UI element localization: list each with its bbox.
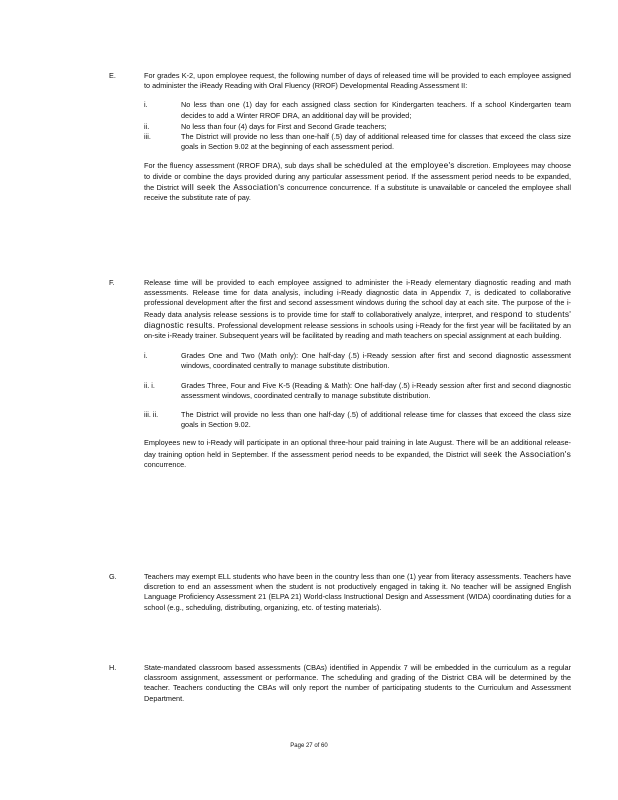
list-item [144,381,571,401]
section-g-body [144,572,571,613]
list-text: The District will provide no less than one-half (.5) day of additional released time for classes that exceed the class size goals in Section 9.02 at the beginning of each assessment period. [181,132,571,152]
section-letter: E. [109,71,116,80]
list-number: ii. i. [144,380,155,390]
section-e-closing [144,160,571,203]
list-number: i. [144,100,148,110]
closing-emphasis: seek the Association's [483,448,571,459]
intro-emphasis: respond to students' diagnostic results. [144,308,572,330]
intro-text: Release time will be provided to each employee assigned to administer the i-Ready elementary diagnostic reading and math assessments. Release time for data analysis, including i-Ready diagnostic data in Appendix 7, is dedicated to collaborative professional development after the first and second assessment windows during the school day at each site. The purpose of the i-Ready data analysis release sessions is to provide time for staff to collaboratively analyze, interpret, and [144,278,571,319]
closing-emphasis: will seek the Association's [181,181,285,192]
closing-text: For the fluency assessment (RROF DRA), sub days shall be sch [144,161,356,171]
section-f-intro [144,278,571,341]
list-text: The District will provide no less than one half-day (.5) of additional release time for classes that exceed the class size goals in Section 9.02. [181,410,571,430]
section-h-text: State-mandated classroom based assessments (CBAs) identified in Appendix 7 will be embedded in the curriculum as a regular classroom assignment, assessment or performance. The scheduling and grading of the District CBA will be determined by the teacher. Teachers conducting the CBAs will only report the number of participating students to the Curriculum and Assessment Department. [144,663,571,703]
of-label: of [314,743,320,749]
page-footer [0,741,618,751]
section-letter: G. [109,572,117,581]
list-item [144,132,571,152]
section-e-intro: For grades K-2, upon employee request, the following number of days of released time will be provided to each employee assigned to administer the iReady Reading with Oral Fluency (RROF) Developmental Reading Assessment II: [144,71,571,91]
section-f-closing [144,438,571,470]
closing-text: concurrence concurrence. If a substitute is unavailable or canceled the employee shall receive the substitute rate of pay. [144,182,571,203]
list-item [144,410,571,430]
page-label: Page [290,743,305,749]
intro-text: Professional development release sessions in schools using i-Ready for the first year will be facilitated by an on-site i-Ready trainer. Subsequent years will be facilitated by reading and math teachers on special assignment at each building. [144,320,571,341]
list-item [144,100,571,120]
section-letter: H. [109,663,117,672]
list-number: i. [144,351,148,361]
total-pages: 60 [321,743,328,749]
list-text: Grades Three, Four and Five K-5 (Reading & Math): One half-day (.5) i-Ready session after first and second diagnostic assessment windows, coordinated centrally to manage substitute distribution. [181,380,571,400]
list-number: ii. [144,121,150,131]
list-text: No less than four (4) days for First and Second Grade teachers; [181,121,387,131]
page-number: 27 [305,743,313,749]
closing-text: concurrence. [144,459,187,469]
list-number: iii. ii. [144,410,159,420]
closing-emphasis: eduled at the employee's [355,160,455,171]
list-item [144,122,571,132]
list-text: No less than one (1) day for each assigned class section for Kindergarten teachers. If a school Kindergarten team decides to add a Winter RROF DRA, an additional day will be provided; [181,100,571,120]
list-number: iii. [144,132,151,142]
section-g-text: Teachers may exempt ELL students who have been in the country less than one (1) year from literacy assessments. Teachers have discretion to end an assessment when the student is not productively engaged in taking it. No teacher will be assigned English Language Proficiency Assessment 21 (ELPA 21) World-class Instructional Design and Assessment (WIDA) coordinating duties for a school (e.g., scheduling, distributing, organizing, etc. of testing materials). [144,572,571,612]
list-text: Grades One and Two (Math only): One half-day (.5) i-Ready session after first and second diagnostic assessment windows, coordinated centrally to manage substitute distribution. [181,351,571,371]
closing-text: discretion. Employees may choose to divide or combine the days provided during any particular assessment period. If the assessment period needs to be expanded, the District [144,161,572,192]
section-f-body [144,278,571,470]
list-item [144,351,571,371]
closing-text: Employees new to i-Ready will participate in an optional three-hour paid training in late August. There will be an additional release-day training option held in September. If the assessment period needs to be expanded, the District will [144,438,571,459]
section-h-body [144,663,571,704]
section-letter: F. [109,278,115,287]
section-e-body [144,71,571,203]
